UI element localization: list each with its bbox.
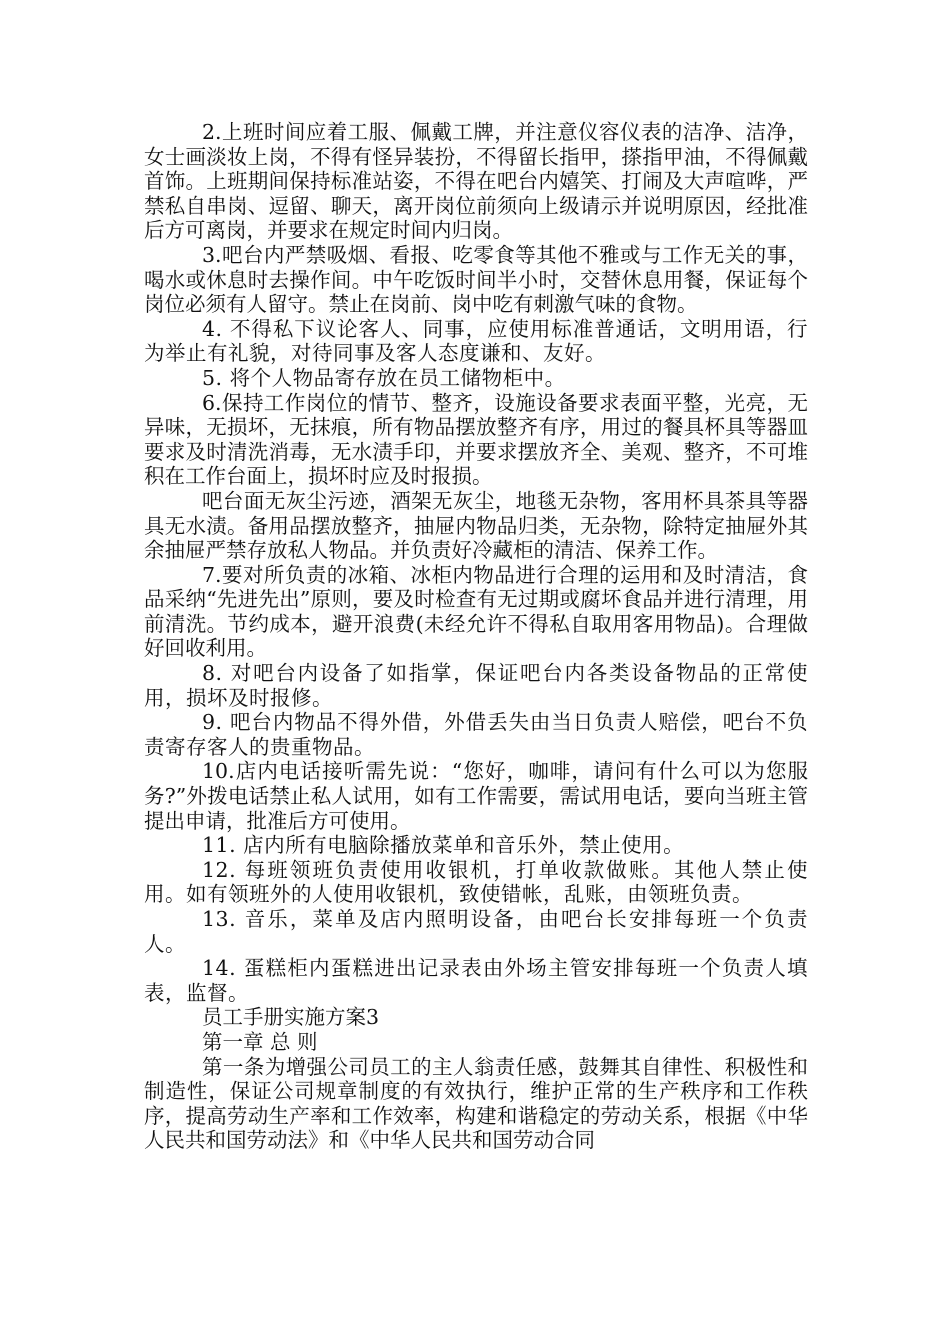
paragraph-rule-9: 9. 吧台内物品不得外借，外借丢失由当日负责人赔偿，吧台不负责寄存客人的贵重物品。	[144, 710, 808, 759]
section-heading: 员工手册实施方案3	[202, 1005, 380, 1030]
paragraph-rule-6: 6.保持工作岗位的情节、整齐，设施设备要求表面平整，光亮，无异味，无损坏，无抹痕，所有物品摆放整齐有序，用过的餐具杯具等器皿要求及时清洗消毒，无水渍手印，并要求摆放齐全、美观、整齐，不可堆积在工作台面上，损坏时应及时报损。	[144, 390, 808, 489]
paragraph-rule-2: 2.上班时间应着工服、佩戴工牌，并注意仪容仪表的洁净、洁净，女士画淡妆上岗，不得有怪异装扮，不得留长指甲，搽指甲油，不得佩戴首饰。上班期间保持标准站姿，不得在吧台内嬉笑、打闹及大声喧哗，严禁私自串岗、逗留、聊天，离开岗位前须向上级请示并说明原因，经批准后方可离岗，并要求在规定时间内归岗。	[144, 120, 808, 243]
chapter-heading: 第一章 总 则	[202, 1029, 318, 1054]
paragraph-rule-3: 3.吧台内严禁吸烟、看报、吃零食等其他不雅或与工作无关的事，喝水或休息时去操作间。中午吃饭时间半小时，交替休息用餐，保证每个岗位必须有人留守。禁止在岗前、岗中吃有刺激气味的食物。	[144, 242, 808, 317]
paragraph-rule-4: 4. 不得私下议论客人、同事，应使用标准普通话，文明用语，行为举止有礼貌，对待同事及客人态度谦和、友好。	[144, 316, 808, 366]
paragraph-rule-8: 8. 对吧台内设备了如指掌，保证吧台内各类设备物品的正常使用，损坏及时报修。	[144, 661, 808, 710]
document-page	[144, 120, 808, 1153]
paragraph-rule-14: 14. 蛋糕柜内蛋糕进出记录表由外场主管安排每班一个负责人填表，监督。	[144, 956, 808, 1005]
paragraph-rule-10: 10.店内电话接听需先说：“您好，咖啡，请问有什么可以为您服务?”外拨电话禁止私人试用，如有工作需要，需试用电话，要向当班主管提出申请，批准后方可使用。	[144, 759, 808, 833]
paragraph-rule-7: 7.要对所负责的冰箱、冰柜内物品进行合理的运用和及时清洁，食品采纳“先进先出”原则，要及时检查有无过期或腐坏食品并进行清理，用前清洗。节约成本，避开浪费(未经允许不得私自取用客用物品)。合理做好回收利用。	[144, 562, 808, 661]
paragraph-rule-12: 12. 每班领班负责使用收银机，打单收款做账。其他人禁止使用。如有领班外的人使用收银机，致使错帐，乱账，由领班负责。	[144, 857, 808, 907]
paragraph-rule-5: 5. 将个人物品寄存放在员工储物柜中。	[202, 365, 566, 390]
paragraph-rule-11: 11. 店内所有电脑除播放菜单和音乐外，禁止使用。	[202, 833, 685, 858]
paragraph-bar-cleanliness: 吧台面无灰尘污迹，酒架无灰尘，地毯无杂物，客用杯具茶具等器具无水渍。备用品摆放整齐，抽屉内物品归类，无杂物，除特定抽屉外其余抽屉严禁存放私人物品。并负责好冷藏柜的清洁、保养工作。	[144, 488, 808, 563]
paragraph-rule-13: 13. 音乐，菜单及店内照明设备，由吧台长安排每班一个负责人。	[144, 907, 808, 956]
paragraph-article-1: 第一条为增强公司员工的主人翁责任感，鼓舞其自律性、积极性和制造性，保证公司规章制度的有效执行，维护正常的生产秩序和工作秩序，提高劳动生产率和工作效率，构建和谐稳定的劳动关系，根据《中华人民共和国劳动法》和《中华人民共和国劳动合同	[144, 1054, 808, 1153]
